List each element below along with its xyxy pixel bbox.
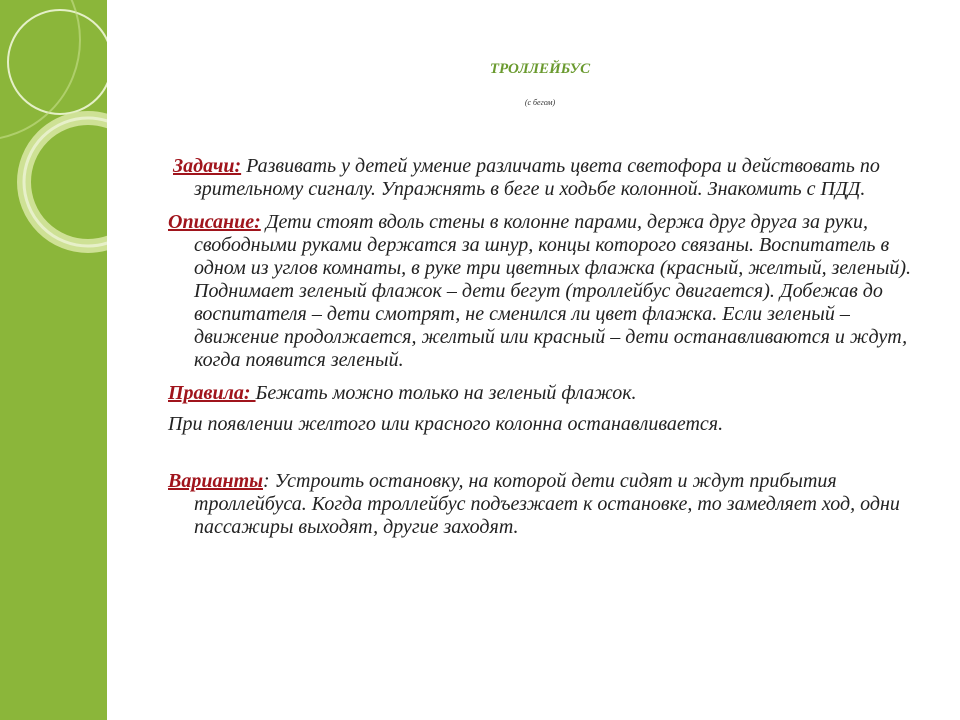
rules-paragraph <box>168 382 938 405</box>
variants-paragraph <box>168 470 938 539</box>
slide-subtitle: (с бегом) <box>524 98 556 107</box>
rules-label: Правила: <box>168 382 256 404</box>
decorative-circles <box>0 0 107 720</box>
variants-text: : Устроить остановку, на которой дети сидят и ждут прибытия троллейбуса. Когда троллейбус подъезжает к остановке, то замедляет ход, одни пассажиры выходят, другие заходят. <box>194 470 900 538</box>
rules-text: Бежать можно только на зеленый флажок. <box>255 382 637 404</box>
slide-title: ТРОЛЛЕЙБУС <box>489 61 591 77</box>
description-text: Дети стоят вдоль стены в колонне парами, держа друг друга за руки, свободными руками держатся за шнур, концы которого связаны. Воспитатель в одном из углов комнаты, в руке три цветных флажка (красный, желтый, зеленый). Поднимает зеленый флажок – дети бегут (троллейбус двигается). Добежав до воспитателя – дети смотрят, не сменился ли цвет флажка. Если зеленый – движение продолжается, желтый или красный – дети останавливаются и ждут, когда появится зеленый. <box>194 211 912 371</box>
tasks-paragraph <box>168 155 938 201</box>
tasks-label: Задачи: <box>173 155 242 177</box>
description-paragraph <box>168 211 938 372</box>
rules-extra-paragraph <box>168 413 938 436</box>
rules-extra-text: При появлении желтого или красного колонна останавливается. <box>168 413 724 435</box>
slide-content <box>168 155 938 539</box>
decorative-sidebar <box>0 0 107 720</box>
variants-label: Варианты <box>168 470 263 492</box>
tasks-text: Развивать у детей умение различать цвета светофора и действовать по зрительному сигналу. Упражнять в беге и ходьбе колонной. Знакомить с ПДД. <box>194 155 880 200</box>
description-label: Описание: <box>168 211 261 233</box>
